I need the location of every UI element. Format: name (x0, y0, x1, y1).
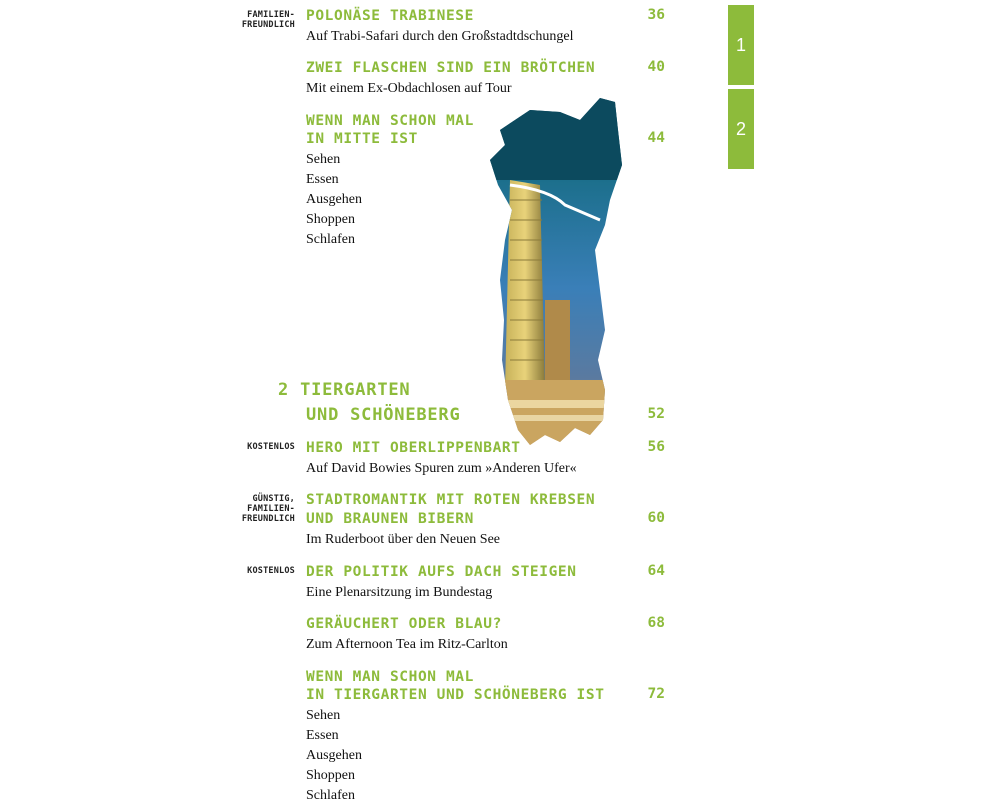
list-item[interactable]: Ausgehen (306, 192, 362, 207)
chapter-title[interactable]: 2 TIERGARTEN (278, 380, 411, 400)
entry-page-number[interactable]: 72 (647, 686, 665, 702)
entry-title-line2[interactable]: UND BRAUNEN BIBERN (306, 511, 474, 527)
chapter-tab-2[interactable]: 2 (728, 89, 754, 169)
entry-subtitle: Mit einem Ex-Obdachlosen auf Tour (306, 81, 512, 96)
list-item[interactable]: Ausgehen (306, 748, 362, 763)
entry-title[interactable]: ZWEI FLASCHEN SIND EIN BRÖTCHEN (306, 60, 596, 76)
entry-tag: FAMILIEN- FREUNDLICH (241, 10, 295, 30)
entry-page-number[interactable]: 40 (647, 59, 665, 75)
entry-subtitle: Auf David Bowies Spuren zum »Anderen Ufer« (306, 461, 577, 476)
entry-title-line2[interactable]: IN TIERGARTEN UND SCHÖNEBERG IST (306, 687, 605, 703)
entry-page-number[interactable]: 44 (647, 130, 665, 146)
entry-title[interactable]: POLONÄSE TRABINESE (306, 8, 474, 24)
entry-title[interactable]: STADTROMANTIK MIT ROTEN KREBSEN (306, 492, 596, 508)
list-item[interactable]: Shoppen (306, 768, 355, 783)
entry-title-line2[interactable]: IN MITTE IST (306, 131, 418, 147)
list-item[interactable]: Essen (306, 172, 339, 187)
section-list (306, 150, 362, 250)
list-item[interactable]: Shoppen (306, 212, 355, 227)
district-map-photo (470, 90, 640, 450)
list-item[interactable]: Schlafen (306, 232, 355, 247)
entry-title[interactable]: GERÄUCHERT ODER BLAU? (306, 616, 502, 632)
entry-page-number[interactable]: 36 (647, 7, 665, 23)
entry-subtitle: Eine Plenarsitzung im Bundestag (306, 585, 493, 600)
entry-page-number[interactable]: 60 (647, 510, 665, 526)
entry-subtitle: Auf Trabi-Safari durch den Großstadtdschungel (306, 29, 574, 44)
chapter-title-line2[interactable]: UND SCHÖNEBERG (306, 405, 461, 425)
entry-tag: KOSTENLOS (247, 442, 295, 452)
list-item[interactable]: Schlafen (306, 788, 355, 803)
section-list (306, 706, 362, 806)
entry-tag: GÜNSTIG, FAMILIEN- FREUNDLICH (241, 494, 295, 524)
entry-page-number[interactable]: 68 (647, 615, 665, 631)
entry-page-number[interactable]: 56 (647, 439, 665, 455)
entry-page-number[interactable]: 64 (647, 563, 665, 579)
list-item[interactable]: Sehen (306, 708, 341, 723)
entry-subtitle: Im Ruderboot über den Neuen See (306, 532, 500, 547)
entry-title[interactable]: WENN MAN SCHON MAL (306, 669, 474, 685)
entry-title[interactable]: HERO MIT OBERLIPPENBART (306, 440, 521, 456)
chapter-tab-1[interactable]: 1 (728, 5, 754, 85)
list-item[interactable]: Sehen (306, 152, 341, 167)
chapter-page-number[interactable]: 52 (647, 406, 665, 422)
entry-subtitle: Zum Afternoon Tea im Ritz-Carlton (306, 637, 508, 652)
list-item[interactable]: Essen (306, 728, 339, 743)
entry-title[interactable]: DER POLITIK AUFS DACH STEIGEN (306, 564, 577, 580)
entry-tag: KOSTENLOS (247, 566, 295, 576)
entry-title[interactable]: WENN MAN SCHON MAL (306, 113, 474, 129)
